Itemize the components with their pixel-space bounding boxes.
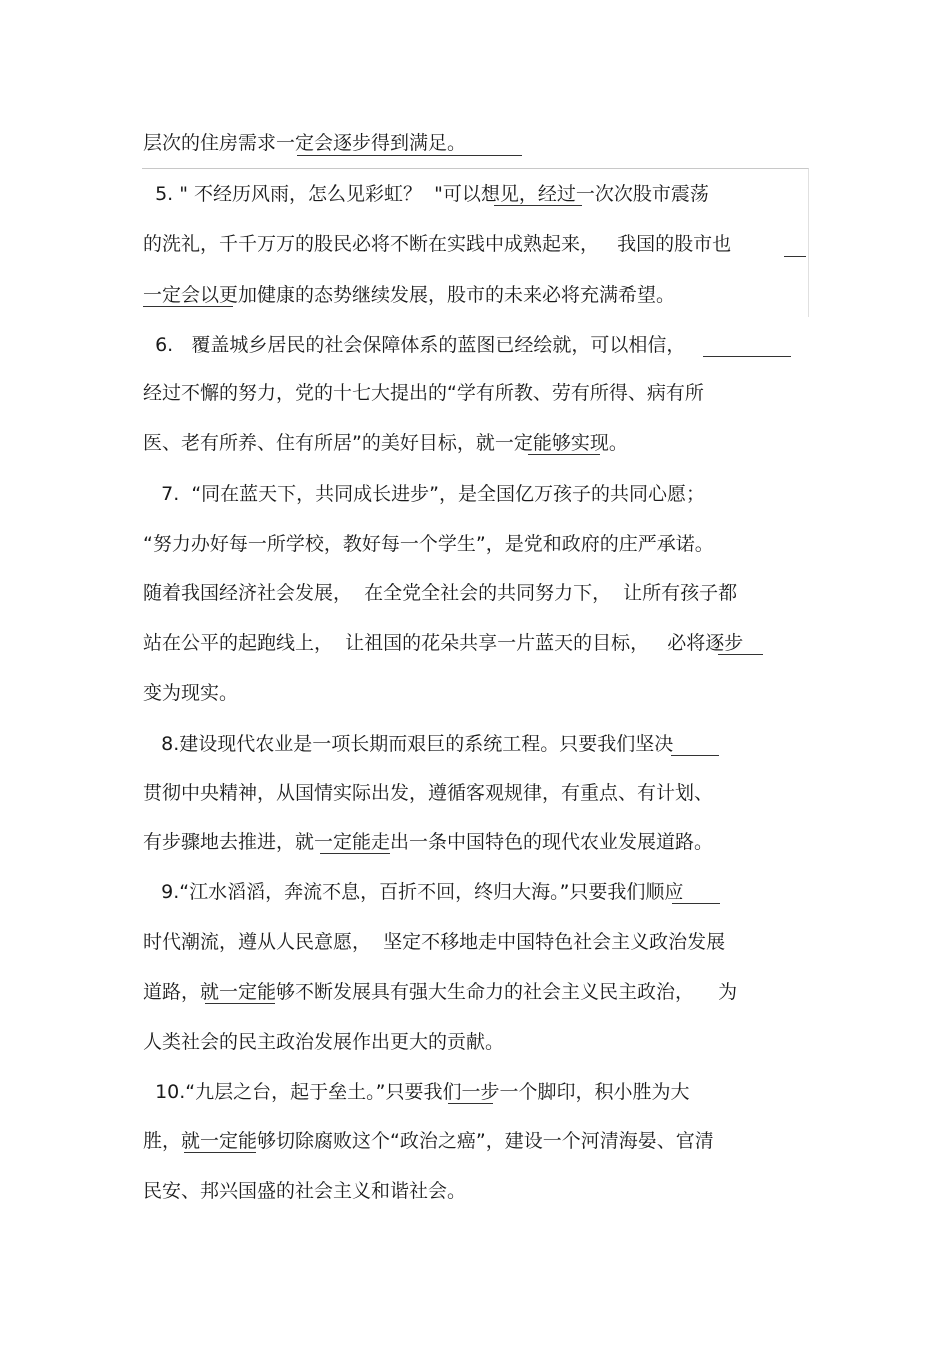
text-line-10: 随着我国经济社会发展， 在全党全社会的共同努力下， 让所有孩子都 — [143, 582, 738, 604]
text-line-17: 时代潮流，遵从人民意愿， 坚定不移地走中国特色社会主义政治发展 — [143, 931, 726, 953]
underline-mark — [784, 256, 806, 257]
text-line-22: 民安、邦兴国盛的社会主义和谐社会。 — [143, 1180, 467, 1202]
underline-mark — [494, 205, 582, 206]
underline-mark — [672, 903, 720, 904]
text-line-3: 的洗礼，千千万万的股民必将不断在实践中成熟起来， 我国的股市也 — [143, 233, 732, 255]
text-line-1: 层次的住房需求一定会逐步得到满足。 — [143, 132, 467, 154]
text-line-18: 道路，就一定能够不断发展具有强大生命力的社会主义民主政治， 为 — [143, 981, 738, 1003]
underline-mark — [320, 853, 390, 854]
text-line-2: 5. " 不经历风雨，怎么见彩虹？ "可以想见，经过一次次股市震荡 — [143, 183, 709, 205]
text-line-4: 一定会以更加健康的态势继续发展，股市的未来必将充满希望。 — [143, 284, 676, 306]
underline-mark — [703, 356, 791, 357]
text-line-11: 站在公平的起跑线上， 让祖国的花朵共享一片蓝天的目标， 必将逐步 — [143, 632, 744, 654]
text-line-6: 经过不懈的努力，党的十七大提出的“学有所教、劳有所得、病有所 — [143, 382, 704, 404]
text-line-13: 8.建设现代农业是一项长期而艰巨的系统工程。只要我们坚决 — [143, 733, 674, 755]
underline-mark — [718, 654, 763, 655]
text-line-5: 6. 覆盖城乡居民的社会保障体系的蓝图已经绘就，可以相信， — [143, 334, 686, 356]
text-line-8: 7. “同在蓝天下，共同成长进步”，是全国亿万孩子的共同心愿； — [143, 483, 706, 505]
underline-mark — [528, 454, 600, 455]
underline-mark — [143, 306, 233, 307]
text-line-15: 有步骤地去推进，就一定能走出一条中国特色的现代农业发展道路。 — [143, 831, 714, 853]
underline-mark — [671, 755, 719, 756]
text-line-9: “努力办好每一所学校，教好每一个学生”，是党和政府的庄严承诺。 — [143, 533, 714, 555]
text-line-21: 胜，就一定能够切除腐败这个“政治之癌”，建设一个河清海晏、官清 — [143, 1130, 714, 1152]
underline-mark — [297, 155, 522, 156]
text-line-16: 9.“江水滔滔，奔流不息，百折不回，终归大海。”只要我们顺应 — [143, 881, 684, 903]
text-line-19: 人类社会的民主政治发展作出更大的贡献。 — [143, 1031, 505, 1053]
underline-mark — [205, 1003, 275, 1004]
underline-mark — [448, 1103, 493, 1104]
text-line-20: 10.“九层之台，起于垒土。”只要我们一步一个脚印，积小胜为大 — [143, 1081, 690, 1103]
text-line-12: 变为现实。 — [143, 682, 239, 704]
underline-mark — [184, 1152, 256, 1153]
text-line-14: 贯彻中央精神，从国情实际出发，遵循客观规律，有重点、有计划、 — [143, 782, 714, 804]
text-line-7: 医、老有所养、住有所居”的美好目标，就一定能够实现。 — [143, 432, 628, 454]
